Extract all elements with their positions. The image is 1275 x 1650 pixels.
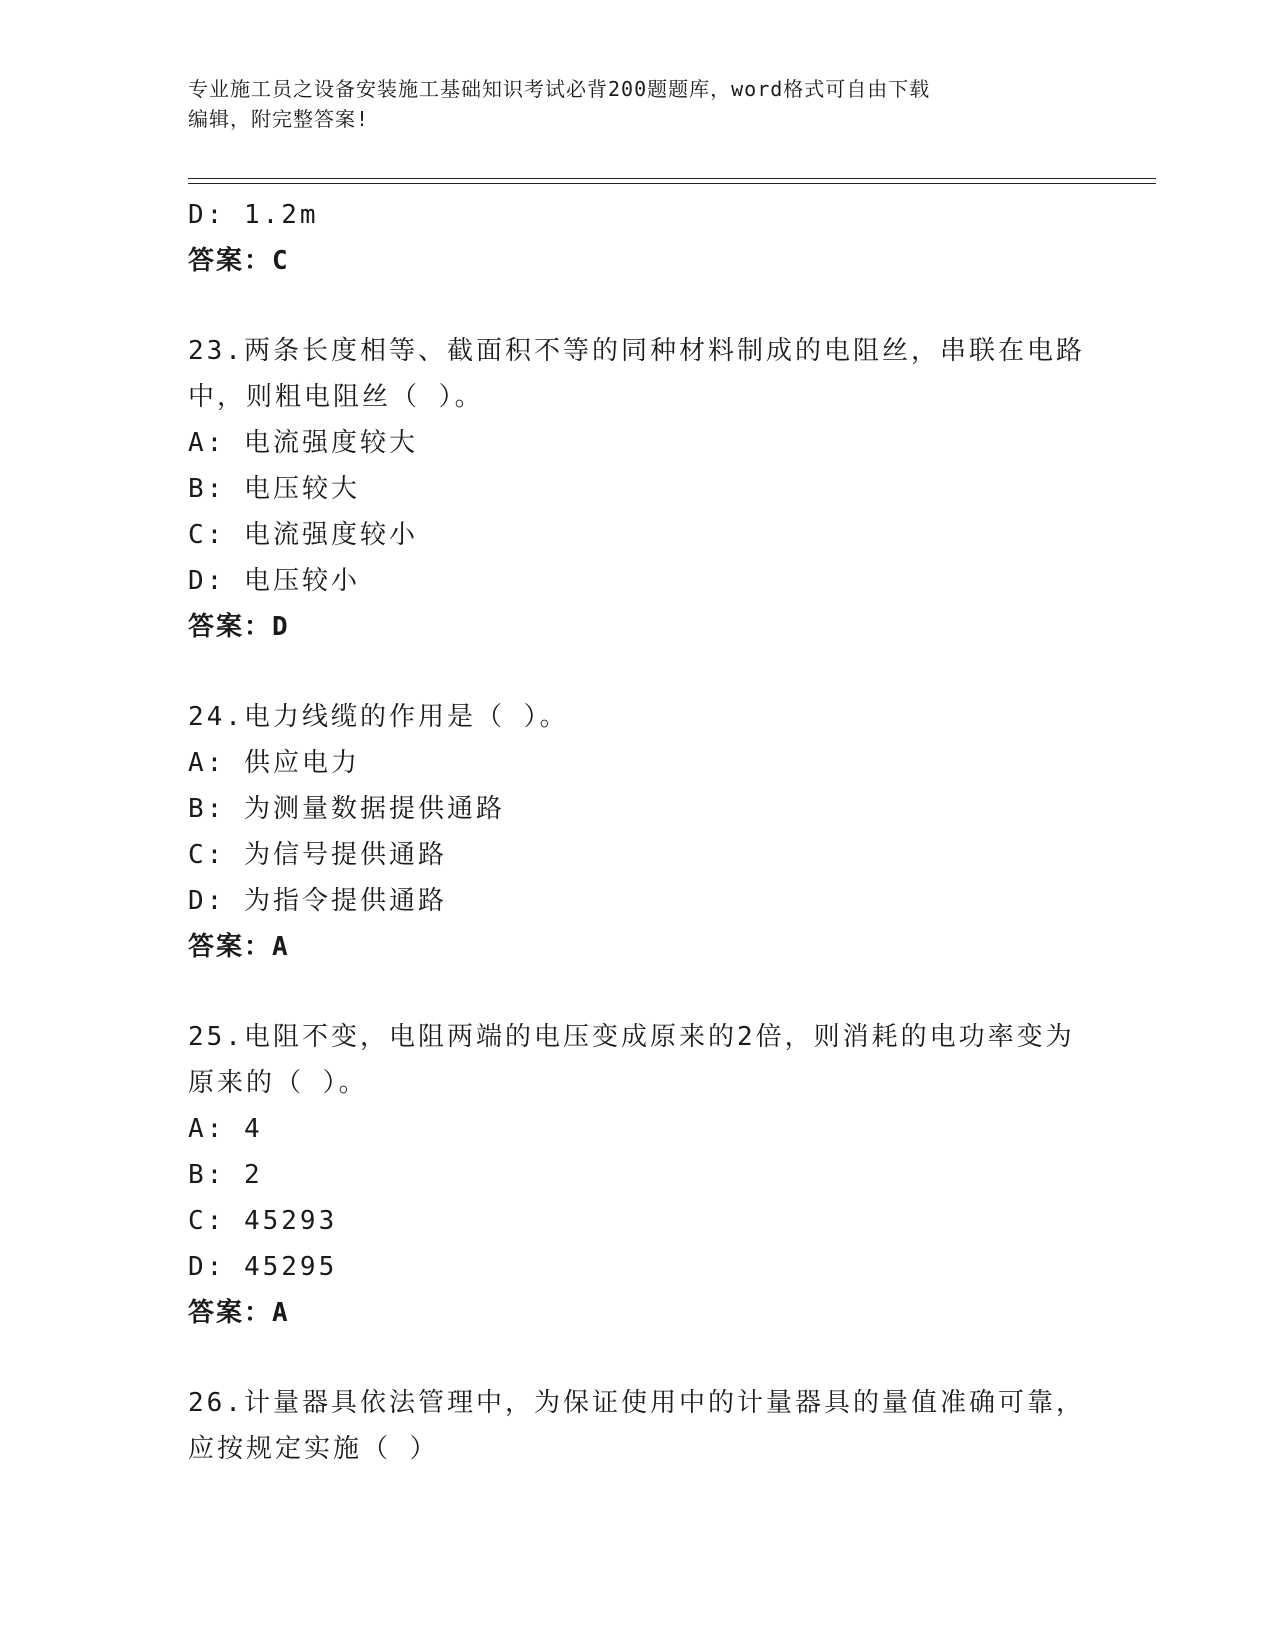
- question-stem-line: 23.两条长度相等、截面积不等的同种材料制成的电阻丝，串联在电路: [188, 336, 1085, 366]
- option-c: C: 为信号提供通路: [188, 840, 447, 870]
- option-c: C: 45293: [188, 1206, 338, 1236]
- option-d: D: 1.2m: [188, 200, 319, 230]
- option-d: D: 为指令提供通路: [188, 886, 447, 916]
- header-line-2: 编辑，附完整答案!: [188, 107, 370, 131]
- question-stem-line: 中，则粗电阻丝（ ）。: [188, 382, 484, 412]
- question-stem-line: 25.电阻不变，电阻两端的电压变成原来的2倍，则消耗的电功率变为: [188, 1022, 1075, 1052]
- question-stem-line: 应按规定实施（ ）: [188, 1434, 439, 1464]
- question-stem-line: 26.计量器具依法管理中，为保证使用中的计量器具的量值准确可靠，: [188, 1388, 1085, 1418]
- option-d: D: 电压较小: [188, 566, 360, 596]
- answer-line: 答案：C: [188, 246, 290, 276]
- question-stem-line: 原来的（ ）。: [188, 1068, 368, 1098]
- answer-line: 答案：A: [188, 1298, 290, 1328]
- answer-line: 答案：D: [188, 612, 290, 642]
- question-26: [188, 1380, 1088, 1472]
- lead-block: [188, 192, 1088, 284]
- option-b: B: 电压较大: [188, 474, 360, 504]
- option-a: A: 供应电力: [188, 748, 360, 778]
- option-a: A: 电流强度较大: [188, 428, 418, 458]
- question-25: [188, 1014, 1088, 1336]
- option-d: D: 45295: [188, 1252, 338, 1282]
- answer-line: 答案：A: [188, 932, 290, 962]
- page-header: [188, 74, 1068, 134]
- question-23: [188, 328, 1088, 650]
- header-divider-bottom: [188, 183, 1156, 184]
- question-content: [188, 192, 1088, 1472]
- question-stem-line: 24.电力线缆的作用是（ ）。: [188, 702, 569, 732]
- option-c: C: 电流强度较小: [188, 520, 418, 550]
- option-b: B: 2: [188, 1160, 263, 1190]
- header-divider-top: [188, 178, 1156, 179]
- question-24: [188, 694, 1088, 970]
- header-line-1: 专业施工员之设备安装施工基础知识考试必背200题题库，word格式可自由下载: [188, 77, 931, 101]
- option-a: A: 4: [188, 1114, 263, 1144]
- option-b: B: 为测量数据提供通路: [188, 794, 505, 824]
